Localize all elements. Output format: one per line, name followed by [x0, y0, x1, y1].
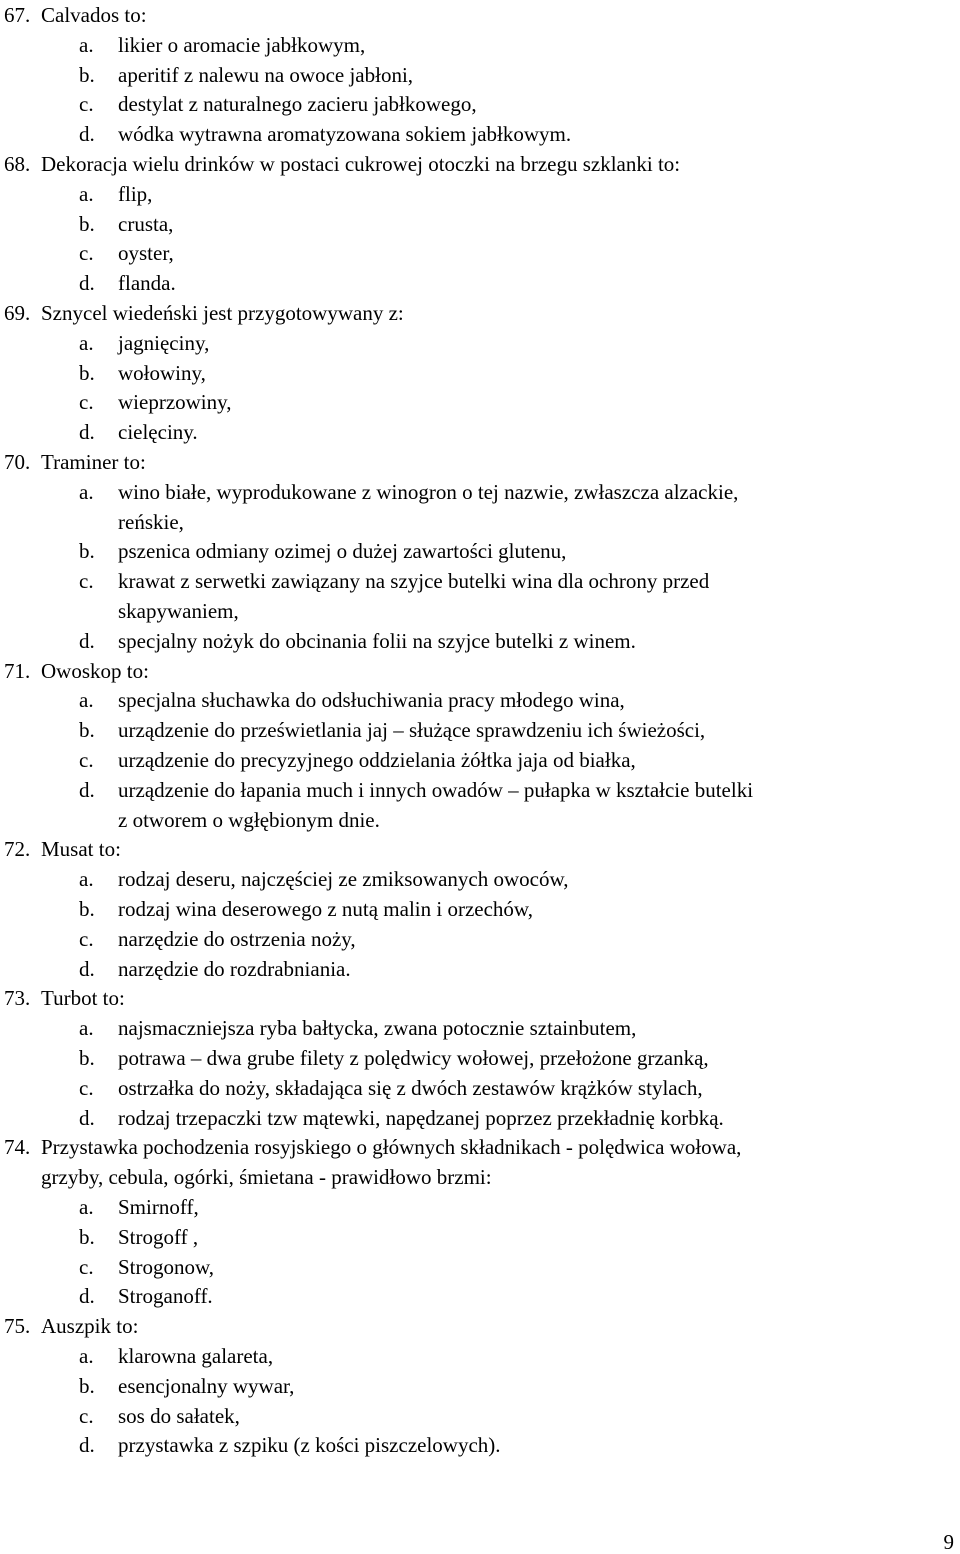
answer-option	[0, 1430, 960, 1460]
option-letter: b.	[79, 718, 95, 743]
question-number: 72.	[4, 837, 31, 862]
option-text: oyster,	[118, 241, 174, 266]
answer-option	[0, 89, 960, 119]
option-text: flip,	[118, 181, 153, 206]
option-text: potrawa – dwa grube filety z polędwicy wołowej, przełożone grzanką,	[118, 1046, 709, 1070]
question-number: 69.	[4, 301, 31, 325]
option-letter: a.	[79, 479, 94, 504]
option-letter: b.	[79, 539, 95, 564]
option-text: wino białe, wyprodukowane z winogron o tej nazwie, zwłaszcza alzackie,	[118, 479, 739, 504]
option-letter: c.	[79, 926, 94, 951]
answer-option	[0, 1073, 960, 1103]
option-letter: a.	[79, 867, 94, 892]
answer-option	[0, 209, 960, 239]
option-letter: d.	[79, 271, 95, 296]
option-text: specjalny nożyk do obcinania folii na szyjce butelki z winem.	[118, 628, 636, 653]
question-number: 74.	[4, 1135, 31, 1160]
option-letter: d.	[79, 777, 95, 802]
answer-option	[0, 954, 960, 984]
question-line	[0, 1132, 960, 1162]
option-letter: c.	[79, 569, 94, 594]
option-text: klarowna galareta,	[118, 1344, 274, 1368]
option-letter: a.	[79, 688, 94, 713]
option-letter: c.	[79, 92, 94, 117]
question-text: Calvados to:	[41, 3, 147, 27]
option-letter: b.	[79, 211, 95, 236]
answer-option	[0, 536, 960, 566]
answer-option	[0, 745, 960, 775]
answer-option	[0, 1281, 960, 1311]
answer-option	[0, 924, 960, 954]
option-letter: a.	[79, 1016, 94, 1041]
option-text: destylat z naturalnego zacieru jabłkowego,	[118, 92, 477, 117]
question-text: Dekoracja wielu drinków w postaci cukrowej otoczki na brzegu szklanki to:	[41, 152, 681, 176]
option-text: wódka wytrawna aromatyzowana sokiem jabłkowym.	[118, 122, 572, 147]
question-text: Musat to:	[41, 837, 121, 862]
option-text: Smirnoff,	[118, 1195, 199, 1219]
option-letter: b.	[79, 1373, 95, 1398]
answer-option	[0, 387, 960, 417]
answer-option	[0, 30, 960, 60]
answer-option	[0, 1401, 960, 1431]
question-line	[0, 447, 960, 477]
answer-option	[0, 1252, 960, 1282]
option-text: flanda.	[118, 271, 176, 296]
option-text: urządzenie do prześwietlania jaj – służące sprawdzeniu ich świeżości,	[118, 718, 706, 743]
option-text: jagnięciny,	[118, 330, 210, 355]
option-letter: a.	[79, 1344, 94, 1368]
answer-option	[0, 1222, 960, 1252]
option-text: narzędzie do rozdrabniania.	[118, 956, 351, 981]
option-text: likier o aromacie jabłkowym,	[118, 32, 366, 57]
option-text: urządzenie do łapania much i innych owadów – pułapka w kształcie butelki	[118, 777, 754, 802]
question-text: Przystawka pochodzenia rosyjskiego o głównych składnikach - polędwica wołowa,	[41, 1135, 742, 1160]
answer-option	[0, 1371, 960, 1401]
option-text: aperitif z nalewu na owoce jabłoni,	[118, 62, 414, 87]
option-text: wieprzowiny,	[118, 390, 232, 415]
option-letter: a.	[79, 330, 94, 355]
question-text: grzyby, cebula, ogórki, śmietana - prawidłowo brzmi:	[41, 1165, 492, 1190]
option-letter: c.	[79, 1254, 94, 1279]
question-text: Traminer to:	[41, 450, 146, 474]
option-text: pszenica odmiany ozimej o dużej zawartości glutenu,	[118, 539, 567, 564]
question-number: 70.	[4, 450, 31, 474]
answer-option	[0, 1192, 960, 1222]
answer-option	[0, 119, 960, 149]
option-text: esencjonalny wywar,	[118, 1373, 295, 1398]
option-letter: c.	[79, 1403, 94, 1428]
option-text: przystawka z szpiku (z kości piszczelowych).	[118, 1433, 501, 1458]
option-text: narzędzie do ostrzenia noży,	[118, 926, 356, 951]
option-text: wołowiny,	[118, 360, 206, 385]
question-continuation-line	[0, 1162, 960, 1192]
option-letter: d.	[79, 956, 95, 981]
answer-option-continuation	[0, 805, 960, 835]
answer-option	[0, 685, 960, 715]
answer-option	[0, 715, 960, 745]
option-text: sos do sałatek,	[118, 1403, 240, 1428]
option-letter: b.	[79, 1046, 95, 1070]
question-line	[0, 298, 960, 328]
question-text: Auszpik to:	[41, 1314, 139, 1339]
answer-option	[0, 1013, 960, 1043]
option-letter: b.	[79, 360, 95, 385]
option-letter: b.	[79, 897, 95, 921]
option-text: crusta,	[118, 211, 174, 236]
page-number: 9	[943, 1530, 954, 1554]
answer-option	[0, 179, 960, 209]
question-number: 71.	[4, 658, 31, 683]
answer-option	[0, 358, 960, 388]
question-line	[0, 149, 960, 179]
question-number: 68.	[4, 152, 31, 176]
question-line	[0, 656, 960, 686]
answer-option	[0, 60, 960, 90]
answer-option	[0, 775, 960, 805]
question-line	[0, 1311, 960, 1341]
question-text: Sznycel wiedeński jest przygotowywany z:	[41, 301, 404, 325]
option-text: Stroganoff.	[118, 1284, 213, 1309]
option-text: ostrzałka do noży, składająca się z dwóch zestawów krążków stylach,	[118, 1075, 703, 1100]
question-number: 73.	[4, 986, 31, 1011]
answer-option-continuation	[0, 596, 960, 626]
option-text: najsmaczniejsza ryba bałtycka, zwana potocznie sztainbutem,	[118, 1016, 637, 1041]
option-letter: d.	[79, 122, 95, 147]
answer-option	[0, 268, 960, 298]
answer-option	[0, 328, 960, 358]
option-letter: d.	[79, 1433, 95, 1458]
option-text: cielęciny.	[118, 420, 198, 445]
option-text: specjalna słuchawka do odsłuchiwania pracy młodego wina,	[118, 688, 625, 713]
option-text: reńskie,	[118, 509, 184, 534]
answer-option-continuation	[0, 507, 960, 537]
answer-option	[0, 238, 960, 268]
answer-option	[0, 417, 960, 447]
option-text: Strogonow,	[118, 1254, 215, 1279]
option-letter: d.	[79, 420, 95, 445]
question-line	[0, 0, 960, 30]
answer-option	[0, 477, 960, 507]
question-text: Turbot to:	[41, 986, 125, 1011]
option-letter: a.	[79, 32, 94, 57]
question-line	[0, 834, 960, 864]
option-text: rodzaj wina deserowego z nutą malin i orzechów,	[118, 897, 533, 921]
option-letter: c.	[79, 390, 94, 415]
option-text: rodzaj deseru, najczęściej ze zmiksowanych owoców,	[118, 867, 569, 892]
option-text: skapywaniem,	[118, 599, 239, 623]
answer-option	[0, 1043, 960, 1073]
option-text: krawat z serwetki zawiązany na szyjce butelki wina dla ochrony przed	[118, 569, 710, 594]
option-text: z otworem o wgłębionym dnie.	[118, 807, 380, 832]
answer-option	[0, 1103, 960, 1133]
question-line	[0, 983, 960, 1013]
question-number: 67.	[4, 3, 31, 27]
answer-option	[0, 894, 960, 924]
answer-option	[0, 1341, 960, 1371]
answer-option	[0, 626, 960, 656]
option-letter: c.	[79, 1075, 94, 1100]
option-text: rodzaj trzepaczki tzw mątewki, napędzanej poprzez przekładnię korbką.	[118, 1105, 724, 1130]
answer-option	[0, 566, 960, 596]
option-text: urządzenie do precyzyjnego oddzielania żółtka jaja od białka,	[118, 748, 636, 772]
option-letter: a.	[79, 1195, 94, 1219]
option-text: Strogoff ,	[118, 1224, 199, 1249]
answer-option	[0, 864, 960, 894]
question-text: Owoskop to:	[41, 658, 149, 683]
question-number: 75.	[4, 1314, 31, 1339]
option-letter: c.	[79, 748, 94, 772]
option-letter: a.	[79, 181, 94, 206]
option-letter: b.	[79, 62, 95, 87]
option-letter: d.	[79, 1284, 95, 1309]
option-letter: d.	[79, 628, 95, 653]
option-letter: c.	[79, 241, 94, 266]
option-letter: d.	[79, 1105, 95, 1130]
option-letter: b.	[79, 1224, 95, 1249]
